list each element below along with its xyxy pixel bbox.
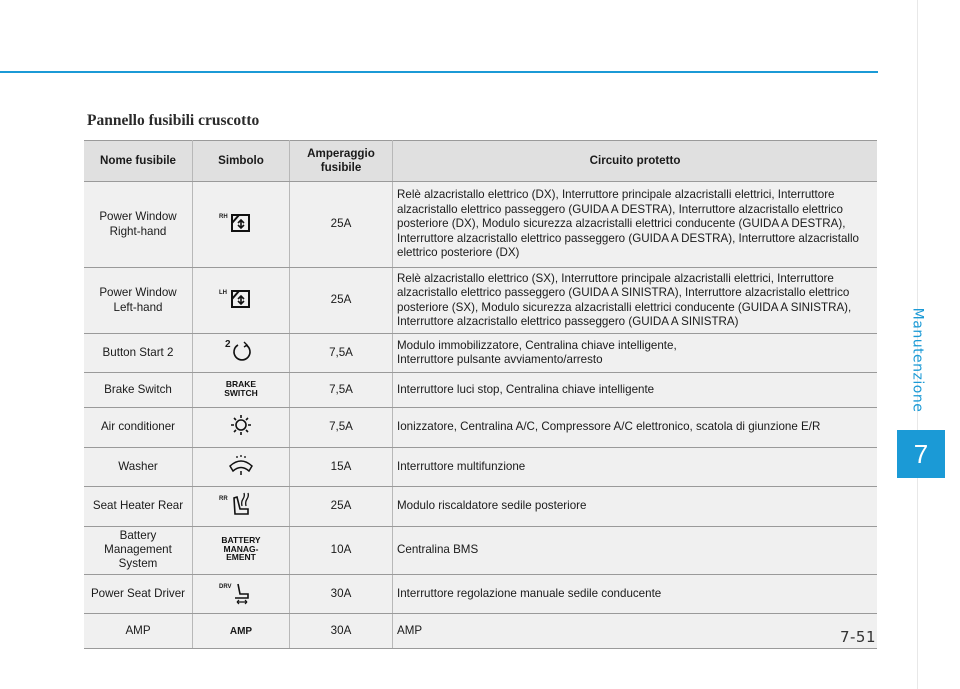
fuse-name: Button Start 2 [84,334,193,373]
fuse-circuit: Relè alzacristallo elettrico (DX), Interruttore principale alzacristalli elettrici, Interruttore alzacristallo elettrico passeggero (GUIDA A DESTRA), Interruttore alzacristallo elettrico posteriore (DX), Modulo sicurezza alzacristalli elettrici conducente (GUIDA A DESTRA), Interruttore alzacristallo elettrico passeggero (GUIDA A DESTRA), Interruttore alzacristallo elettrico posteriore (DX) [393,182,878,268]
fuse-name: AMP [84,614,193,649]
table-row [84,334,877,373]
fuse-name-text: Battery Management System [104,528,172,571]
fuse-symbol [193,447,290,486]
fuse-circuit: Interruttore regolazione manuale sedile conducente [393,574,878,613]
fuse-name: Air conditioner [84,408,193,447]
power-window-lh-icon [211,283,271,313]
fuse-amperage: 7,5A [290,334,393,373]
fuse-amperage: 25A [290,182,393,268]
table-row [84,574,877,613]
symbol-tag: LH [219,290,227,297]
section-label [892,290,942,430]
table-row [84,373,877,408]
fuse-name: Power Seat Driver [84,574,193,613]
fuse-name [84,526,193,574]
fuse-name [84,268,193,334]
fuse-amperage: 7,5A [290,408,393,447]
header-amperage-text: Amperaggio fusibile [307,147,375,174]
fuse-name: Seat Heater Rear [84,487,193,526]
fuse-amperage: 10A [290,526,393,574]
page-number: 7-51 [839,628,876,646]
washer-icon [211,450,271,480]
top-rule [0,71,878,73]
header-symbol: Simbolo [193,141,290,182]
symbol-tag: RH [219,214,228,221]
fuse-circuit: Relè alzacristallo elettrico (SX), Interruttore principale alzacristalli elettrici, Interruttore alzacristallo elettrico passeggero (GUIDA A SINISTRA), Interruttore alzacristallo elettrico posteriore (SX), Modulo sicurezza alzacristalli elettrici conducente (GUIDA A SINISTRA), Interruttore alzacristallo elettrico passeggero (GUIDA A SINISTRA) [393,268,878,334]
fuse-amperage: 25A [290,487,393,526]
fuse-circuit: Centralina BMS [393,526,878,574]
page-title: Pannello fusibili cruscotto [87,112,260,129]
fuse-symbol [193,268,290,334]
fuse-name: Washer [84,447,193,486]
section-label-text: Manutenzione [909,307,926,413]
fuse-name: Brake Switch [84,373,193,408]
fuse-symbol [193,574,290,613]
fuse-amperage: 7,5A [290,373,393,408]
fuse-symbol [193,487,290,526]
fuse-symbol [193,526,290,574]
table-row [84,268,877,334]
fuse-name [84,182,193,268]
symbol-tag: RR [219,496,228,503]
fuse-amperage: 30A [290,614,393,649]
fuse-symbol [193,614,290,649]
fuse-circuit: AMP [393,614,878,649]
fuse-name-text: Power Window Left-hand [99,286,177,314]
chapter-tab: 7 [897,430,945,478]
table-row [84,526,877,574]
fuse-symbol [193,373,290,408]
table-row [84,182,877,268]
table-row [84,487,877,526]
fuse-table [84,140,877,649]
power-seat-driver-icon [211,577,271,607]
battery-management-text-icon: BATTERY MANAG-EMENT [221,535,261,563]
fuse-circuit: Ionizzatore, Centralina A/C, Compressore A/C elettronico, scatola di giunzione E/R [393,408,878,447]
air-conditioner-icon [211,410,271,440]
header-circuit: Circuito protetto [393,141,878,182]
fuse-circuit: Modulo riscaldatore sedile posteriore [393,487,878,526]
fuse-circuit: Interruttore multifunzione [393,447,878,486]
fuse-amperage: 15A [290,447,393,486]
table-row [84,408,877,447]
brake-switch-text-icon: BRAKE SWITCH [224,379,258,398]
seat-heater-rear-icon [211,489,271,519]
fuse-symbol [193,334,290,373]
fuse-circuit-text: Modulo immobilizzatore, Centralina chiave intelligente, Interruttore pulsante avviamento/arresto [397,338,677,367]
button-start-icon [211,336,271,366]
table-row [84,447,877,486]
fuse-circuit: Interruttore luci stop, Centralina chiave intelligente [393,373,878,408]
fuse-symbol [193,182,290,268]
fuse-name-text: Power Window Right-hand [99,210,177,238]
symbol-tag: DRV [219,583,232,590]
power-window-rh-icon [211,207,271,237]
amp-text-icon: AMP [229,625,253,637]
fuse-amperage: 25A [290,268,393,334]
header-name: Nome fusibile [84,141,193,182]
table-header-row [84,141,877,182]
table-row [84,614,877,649]
fuse-symbol [193,408,290,447]
header-amperage [290,141,393,182]
symbol-tag: 2 [225,339,231,350]
fuse-amperage: 30A [290,574,393,613]
fuse-circuit [393,334,878,373]
